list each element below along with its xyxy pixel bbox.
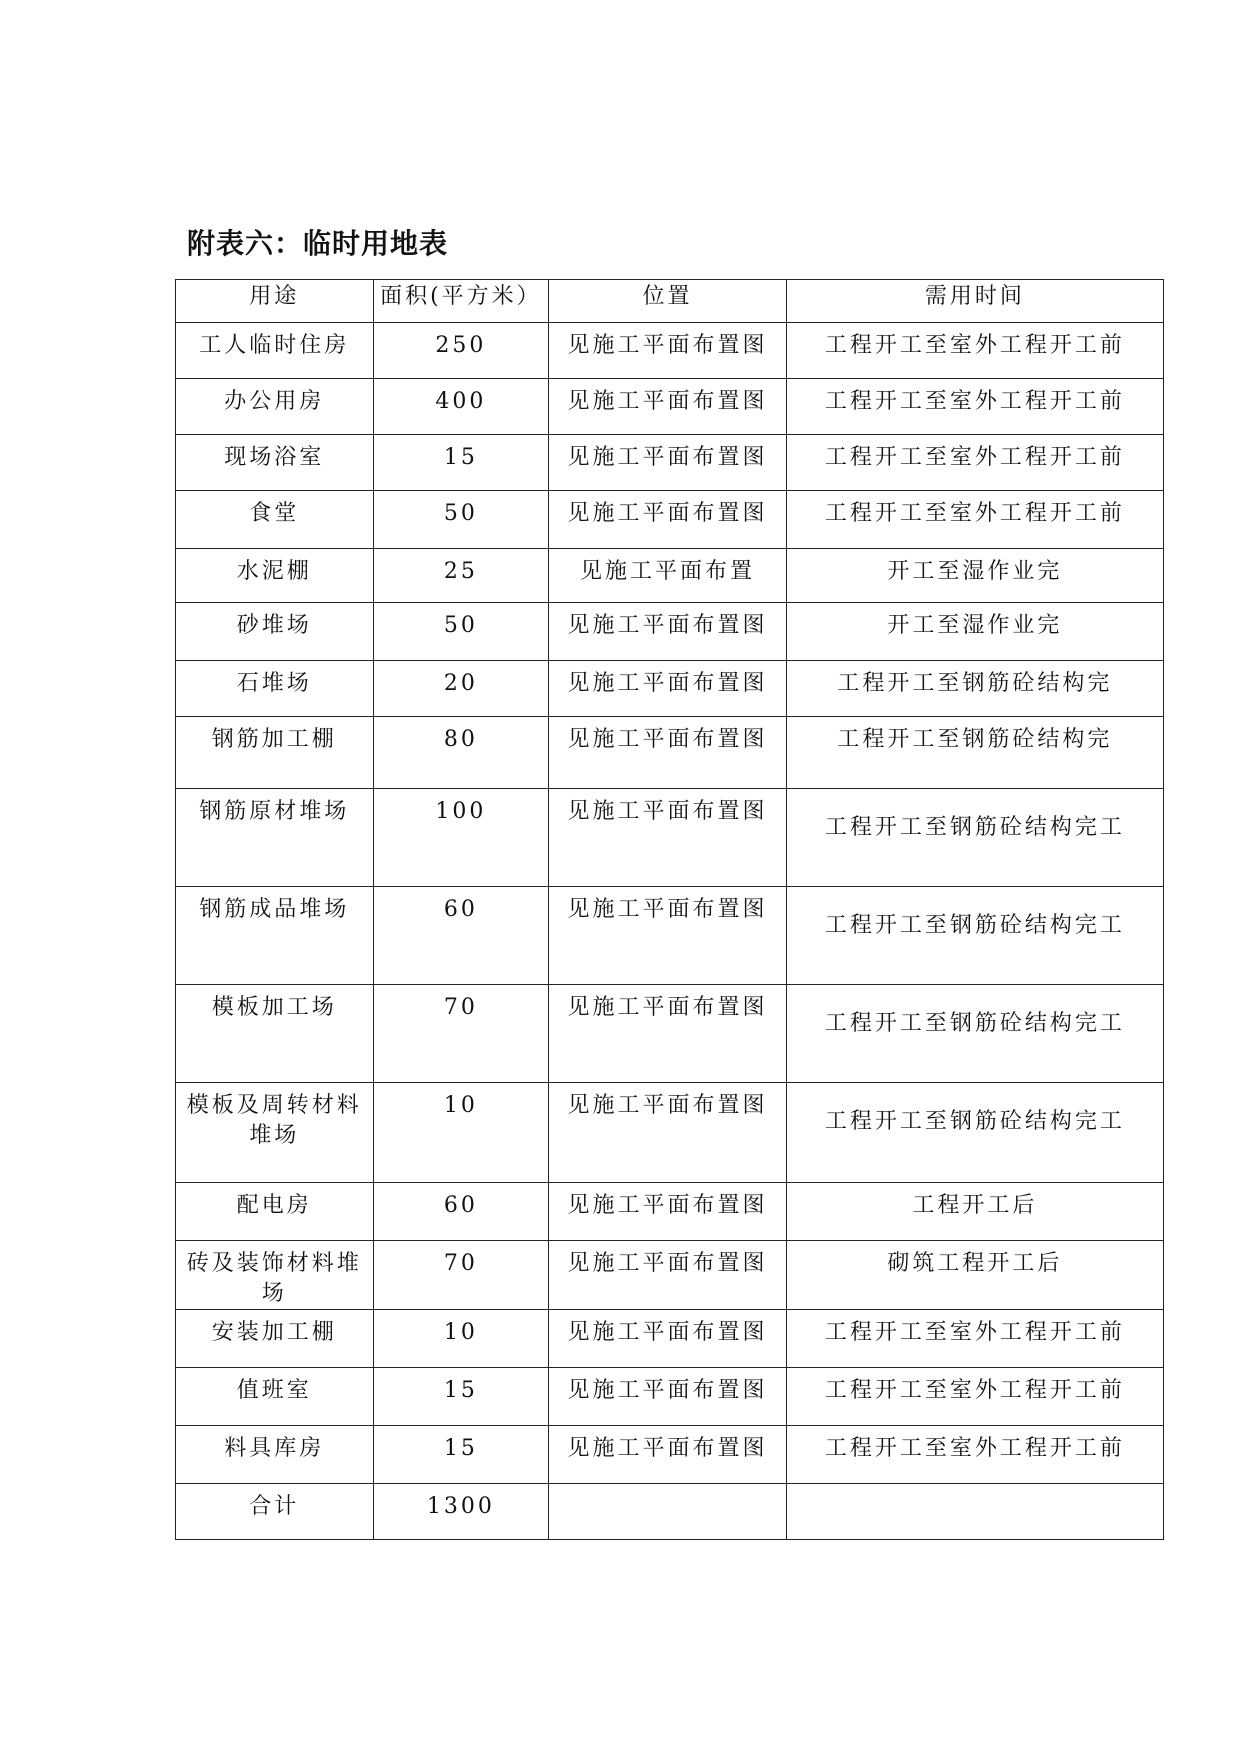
cell-use-text: 配电房: [236, 1193, 312, 1218]
cell-area: [373, 603, 549, 661]
cell-area: [373, 985, 549, 1083]
cell-area-text: 20: [443, 671, 478, 696]
cell-time: [786, 603, 1163, 661]
cell-area: [373, 435, 549, 491]
cell-area: [373, 1484, 549, 1540]
cell-area-text: 1300: [426, 1494, 495, 1519]
cell-location-text: 见施工平面布置图: [567, 501, 768, 526]
cell-location-text: 见施工平面布置图: [567, 1436, 768, 1461]
cell-area: [373, 323, 549, 379]
cell-area: [373, 1426, 549, 1484]
cell-area: [373, 887, 549, 985]
cell-use: [176, 1310, 374, 1368]
table-row: [176, 985, 1164, 1083]
cell-location: [549, 789, 787, 887]
table-row: [176, 1183, 1164, 1241]
cell-area-text: 15: [443, 1378, 478, 1403]
cell-use: [176, 661, 374, 717]
cell-area: [373, 717, 549, 789]
cell-area-text: 25: [443, 559, 478, 584]
cell-use-text: 合计: [249, 1494, 300, 1519]
cell-time: [786, 435, 1163, 491]
cell-location-text: 见施工平面布置图: [567, 995, 768, 1020]
cell-location-text: 见施工平面布置: [579, 559, 755, 584]
cell-time: [786, 1183, 1163, 1241]
cell-area: [373, 491, 549, 549]
cell-time-text: 工程开工至钢筋砼结构完: [837, 671, 1113, 696]
cell-time-text: 开工至湿作业完: [887, 613, 1063, 638]
cell-use: [176, 1484, 374, 1540]
cell-area-text: 400: [435, 389, 487, 414]
cell-time: [786, 717, 1163, 789]
cell-time: [786, 379, 1163, 435]
cell-use-text: 办公用房: [224, 389, 325, 414]
cell-area-text: 50: [443, 613, 478, 638]
cell-location: [549, 1241, 787, 1310]
cell-time: [786, 1083, 1163, 1183]
cell-location: [549, 323, 787, 379]
cell-area-text: 10: [443, 1320, 478, 1345]
cell-use: [176, 379, 374, 435]
cell-use: [176, 1183, 374, 1241]
cell-location: [549, 491, 787, 549]
table-row: [176, 379, 1164, 435]
cell-location-text: 见施工平面布置图: [567, 1193, 768, 1218]
cell-location-text: 见施工平面布置图: [567, 897, 768, 922]
cell-location: [549, 985, 787, 1083]
cell-location: [549, 661, 787, 717]
table-row: [176, 1368, 1164, 1426]
cell-use-text: 钢筋加工棚: [211, 727, 337, 752]
cell-location-text: 见施工平面布置图: [567, 1093, 768, 1118]
cell-use-text: 水泥棚: [236, 559, 312, 584]
cell-location-text: 见施工平面布置图: [567, 1251, 768, 1276]
cell-area-text: 70: [443, 995, 478, 1020]
cell-location: [549, 435, 787, 491]
cell-location-text: 见施工平面布置图: [567, 613, 768, 638]
cell-use-text: 模板及周转材料堆场: [186, 1093, 362, 1148]
cell-use: [176, 491, 374, 549]
table-row: [176, 491, 1164, 549]
header-use: 用途: [176, 280, 374, 323]
cell-use: [176, 323, 374, 379]
cell-time-text: 工程开工至钢筋砼结构完工: [824, 1109, 1125, 1134]
cell-time-text: 工程开工至室外工程开工前: [824, 501, 1125, 526]
cell-area: [373, 1310, 549, 1368]
cell-location: [549, 1484, 787, 1540]
cell-location-text: 见施工平面布置图: [567, 727, 768, 752]
cell-use: [176, 1426, 374, 1484]
cell-time: [786, 789, 1163, 887]
table-row: [176, 603, 1164, 661]
cell-area: [373, 1368, 549, 1426]
cell-time: [786, 985, 1163, 1083]
cell-use: [176, 717, 374, 789]
table-row: [176, 1426, 1164, 1484]
cell-time-text: 工程开工后: [912, 1193, 1038, 1218]
cell-use-text: 钢筋成品堆场: [199, 897, 350, 922]
cell-location-text: 见施工平面布置图: [567, 671, 768, 696]
header-location: 位置: [549, 280, 787, 323]
cell-location-text: 见施工平面布置图: [567, 1378, 768, 1403]
cell-location-text: 见施工平面布置图: [567, 389, 768, 414]
cell-use-text: 安装加工棚: [211, 1320, 337, 1345]
cell-location: [549, 887, 787, 985]
cell-use: [176, 549, 374, 603]
table-row: [176, 1241, 1164, 1310]
temporary-land-table: [175, 279, 1164, 1540]
cell-area-text: 50: [443, 501, 478, 526]
cell-use: [176, 1241, 374, 1310]
table-row: [176, 323, 1164, 379]
cell-location: [549, 717, 787, 789]
cell-use-text: 石堆场: [236, 671, 312, 696]
table-row: [176, 789, 1164, 887]
cell-use: [176, 1083, 374, 1183]
cell-area-text: 60: [443, 897, 478, 922]
cell-area-text: 15: [443, 445, 478, 470]
cell-location: [549, 1426, 787, 1484]
cell-time: [786, 491, 1163, 549]
cell-use: [176, 603, 374, 661]
cell-use-text: 值班室: [236, 1378, 312, 1403]
cell-use-text: 砂堆场: [236, 613, 312, 638]
cell-time: [786, 549, 1163, 603]
cell-use-text: 工人临时住房: [199, 333, 350, 358]
cell-time: [786, 1310, 1163, 1368]
header-time: 需用时间: [786, 280, 1163, 323]
cell-area-text: 70: [443, 1251, 478, 1276]
table-body: [176, 323, 1164, 1540]
cell-time: [786, 1241, 1163, 1310]
cell-area-text: 100: [435, 799, 487, 824]
table-row: [176, 1310, 1164, 1368]
cell-time-text: 工程开工至室外工程开工前: [824, 1378, 1125, 1403]
cell-area: [373, 789, 549, 887]
table-row: [176, 1484, 1164, 1540]
table-row: [176, 1083, 1164, 1183]
cell-location-text: 见施工平面布置图: [567, 445, 768, 470]
cell-time-text: 砌筑工程开工后: [887, 1251, 1063, 1276]
cell-area: [373, 1241, 549, 1310]
table-row: [176, 549, 1164, 603]
cell-time: [786, 1368, 1163, 1426]
cell-location: [549, 1083, 787, 1183]
cell-area-text: 15: [443, 1436, 478, 1461]
cell-location-text: 见施工平面布置图: [567, 799, 768, 824]
page-title: 附表六：临时用地表: [187, 227, 449, 260]
cell-location: [549, 1310, 787, 1368]
table-row: [176, 887, 1164, 985]
table-row: [176, 435, 1164, 491]
cell-use-text: 钢筋原材堆场: [199, 799, 350, 824]
cell-area-text: 80: [443, 727, 478, 752]
cell-time: [786, 887, 1163, 985]
cell-use-text: 食堂: [249, 501, 300, 526]
table-row: [176, 717, 1164, 789]
cell-time-text: 开工至湿作业完: [887, 559, 1063, 584]
cell-time-text: 工程开工至室外工程开工前: [824, 389, 1125, 414]
cell-location: [549, 1368, 787, 1426]
cell-use: [176, 985, 374, 1083]
cell-time-text: 工程开工至钢筋砼结构完: [837, 727, 1113, 752]
cell-use-text: 现场浴室: [224, 445, 325, 470]
cell-location: [549, 1183, 787, 1241]
cell-use-text: 砖及装饰材料堆场: [186, 1251, 362, 1306]
cell-area: [373, 549, 549, 603]
cell-area: [373, 1183, 549, 1241]
cell-use-text: 料具库房: [224, 1436, 325, 1461]
table-row: [176, 661, 1164, 717]
cell-time-text: 工程开工至钢筋砼结构完工: [824, 815, 1125, 840]
cell-area: [373, 661, 549, 717]
cell-time: [786, 323, 1163, 379]
cell-area: [373, 1083, 549, 1183]
cell-time: [786, 1426, 1163, 1484]
cell-time-text: 工程开工至钢筋砼结构完工: [824, 913, 1125, 938]
cell-area-text: 60: [443, 1193, 478, 1218]
cell-time-text: 工程开工至室外工程开工前: [824, 1436, 1125, 1461]
cell-use: [176, 1368, 374, 1426]
cell-time: [786, 661, 1163, 717]
cell-location-text: 见施工平面布置图: [567, 1320, 768, 1345]
cell-location: [549, 603, 787, 661]
cell-time-text: 工程开工至钢筋砼结构完工: [824, 1011, 1125, 1036]
cell-time-text: 工程开工至室外工程开工前: [824, 445, 1125, 470]
cell-area-text: 250: [435, 333, 487, 358]
cell-location-text: 见施工平面布置图: [567, 333, 768, 358]
cell-use: [176, 789, 374, 887]
table-header-row: [176, 280, 1164, 323]
cell-location: [549, 549, 787, 603]
header-area: 面积(平方米）: [373, 280, 549, 323]
cell-time-text: 工程开工至室外工程开工前: [824, 1320, 1125, 1345]
cell-use: [176, 887, 374, 985]
cell-time-text: 工程开工至室外工程开工前: [824, 333, 1125, 358]
cell-location: [549, 379, 787, 435]
cell-use: [176, 435, 374, 491]
cell-area-text: 10: [443, 1093, 478, 1118]
cell-time: [786, 1484, 1163, 1540]
cell-use-text: 模板加工场: [211, 995, 337, 1020]
cell-area: [373, 379, 549, 435]
